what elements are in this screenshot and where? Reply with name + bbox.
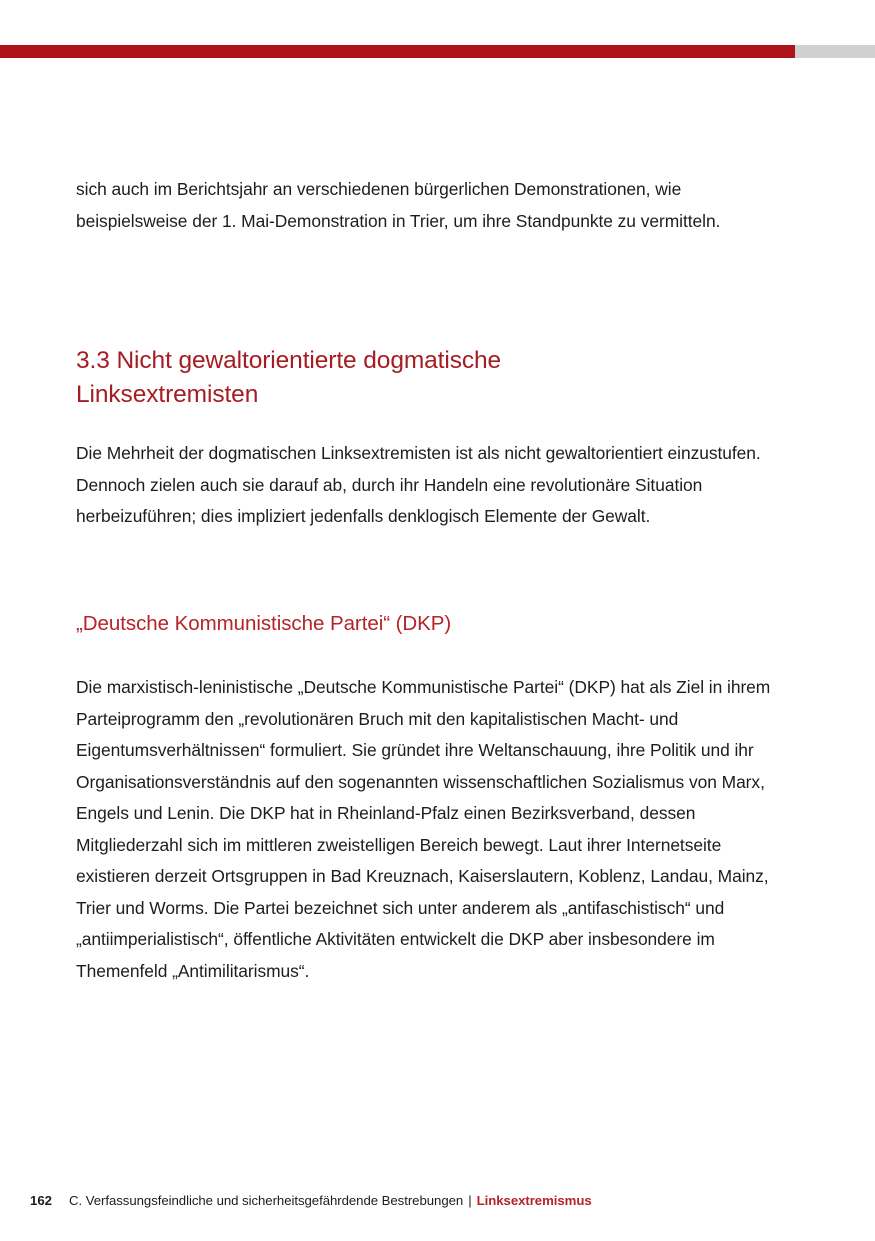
footer-divider: | <box>468 1193 472 1208</box>
footer-section-label: C. Verfassungsfeindliche und sicherheitsgefährdende Bestrebungen <box>69 1193 464 1208</box>
section-heading: 3.3 Nicht gewaltorientierte dogmatische Linksextremisten <box>76 347 502 408</box>
top-decorative-rule <box>0 45 875 58</box>
footer-topic-label: Linksextremismus <box>476 1193 592 1208</box>
intro-paragraph: sich auch im Berichtsjahr an verschiedenen bürgerlichen Demonstrationen, wie beispielsweise der 1. Mai-Demonstration in Trier, um ihre Standpunkte zu vermitteln. <box>76 179 721 231</box>
top-rule-gray-segment <box>795 45 875 58</box>
top-rule-red-segment <box>0 45 795 58</box>
footer-page-number: 162 <box>30 1193 53 1208</box>
subsection-heading-dkp: „Deutsche Kommunistische Partei“ (DKP) <box>76 612 452 635</box>
dkp-body-paragraph: Die marxistisch-leninistische „Deutsche Kommunistische Partei“ (DKP) hat als Ziel in ihrem Parteiprogramm den „revolutionären Bruch mit den kapitalistischen Macht- und Eigentumsverhältnissen“ formuliert. Sie gründet ihre Weltanschauung, ihre Politik und ihr Organisationsverständnis auf den sogenannten wissenschaftlichen Sozialismus von Marx, Engels und Lenin. Die DKP hat in Rheinland-Pfalz einen Bezirksverband, dessen Mitgliederzahl sich im mittleren zweistelligen Bereich bewegt. Laut ihrer Internetseite existieren derzeit Ortsgruppen in Bad Kreuznach, Kaiserslautern, Koblenz, Landau, Mainz, Trier und Worms. Die Partei bezeichnet sich unter anderem als „antifaschistisch“ und „antiimperialistisch“, öffentliche Aktivitäten entwickelt die DKP aber insbesondere im Themenfeld „Antimilitarismus“. <box>76 677 771 981</box>
page-footer <box>30 1192 875 1210</box>
section-paragraph: Die Mehrheit der dogmatischen Linksextremisten ist als nicht gewaltorientiert einzustufen. Dennoch zielen auch sie darauf ab, durch ihr Handeln eine revolutionäre Situation herbeizuführen; dies impliziert jedenfalls denklogisch Elemente der Gewalt. <box>76 443 761 526</box>
